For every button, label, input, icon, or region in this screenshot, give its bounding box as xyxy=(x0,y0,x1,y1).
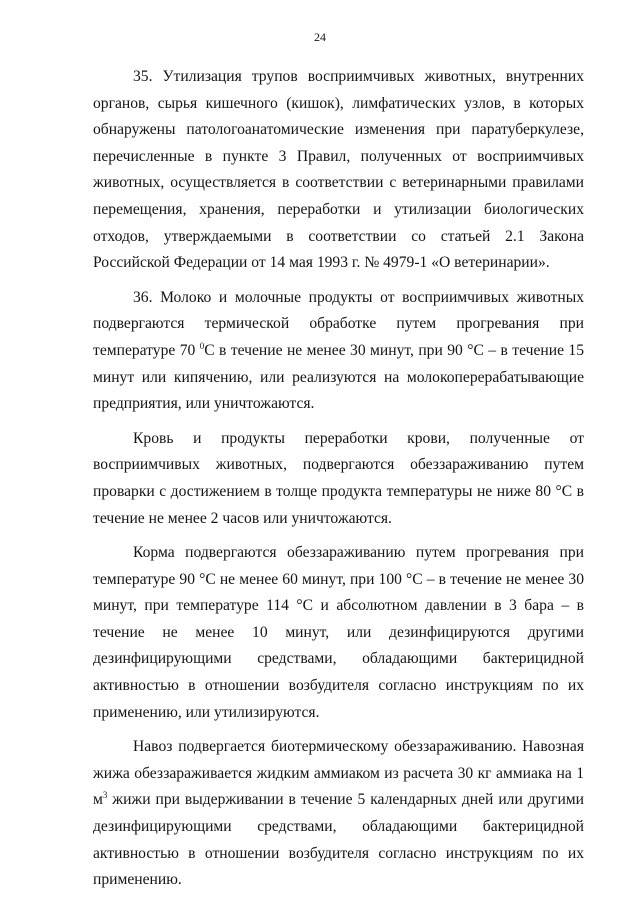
paragraph-feed: Корма подвергаются обеззараживанию путем прогревания при температуре 90 °С не менее 60 минут, при 100 °С – в течение не менее 30 минут, при температуре 114 °С и абсолютном давлении в 3 бара – в течение не менее 10 минут, или дезинфицируются другими дезинфицирующими средствами, обладающими бактерицидной активностью в отношении возбудителя согласно инструкциям по их применению, или утилизируются. xyxy=(93,544,584,721)
paragraph-36-text-start: 36. Молоко и молочные продукты от восприимчивых животных подвергаются термической обработке путем прогревания при температуре 70 xyxy=(93,288,584,359)
paragraph-manure-text-start: Навоз подвергается биотермическому обеззараживанию. Навозная жижа обеззараживается жидким аммиаком из расчета 30 кг аммиака на 1 м xyxy=(93,738,584,809)
paragraph-blood-products: Кровь и продукты переработки крови, полученные от восприимчивых животных, подвергаются обеззараживанию путем проварки с достижением в толще продукта температуры не ниже 80 °С в течение не менее 2 часов или уничтожаются. xyxy=(93,429,584,527)
paragraph-manure-text-end: жижи при выдерживании в течение 5 календарных дней или другими дезинфицирующими средствами, обладающими бактерицидной активностью в отношении возбудителя согласно инструкциям по их применению. xyxy=(93,791,584,889)
cubic-meter-superscript: 3 xyxy=(102,790,108,801)
degree-superscript: 0 xyxy=(199,340,205,351)
paragraph-36-milk-products xyxy=(93,285,584,418)
page-number: 24 xyxy=(314,30,326,44)
document-body xyxy=(93,64,584,894)
paragraph-36-text-end: С в течение не менее 30 минут, при 90 °С – в течение 15 минут или кипячению, или реализуются на молокоперерабатывающие предприятия, или уничтожаются. xyxy=(93,341,585,413)
paragraph-manure xyxy=(93,734,584,894)
paragraph-35-disposal: 35. Утилизация трупов восприимчивых животных, внутренних органов, сырья кишечного (кишок), лимфатических узлов, в которых обнаружены патологоанатомические изменения при паратуберкулезе, перечисленные в пункте 3 Правил, полученных от восприимчивых животных, осуществляется в соответствии с ветеринарными правилами перемещения, хранения, переработки и утилизации биологических отходов, утверждаемыми в соответствии со статьей 2.1 Закона Российской Федерации от 14 мая 1993 г. № 4979-1 «О ветеринарии». xyxy=(93,68,584,272)
